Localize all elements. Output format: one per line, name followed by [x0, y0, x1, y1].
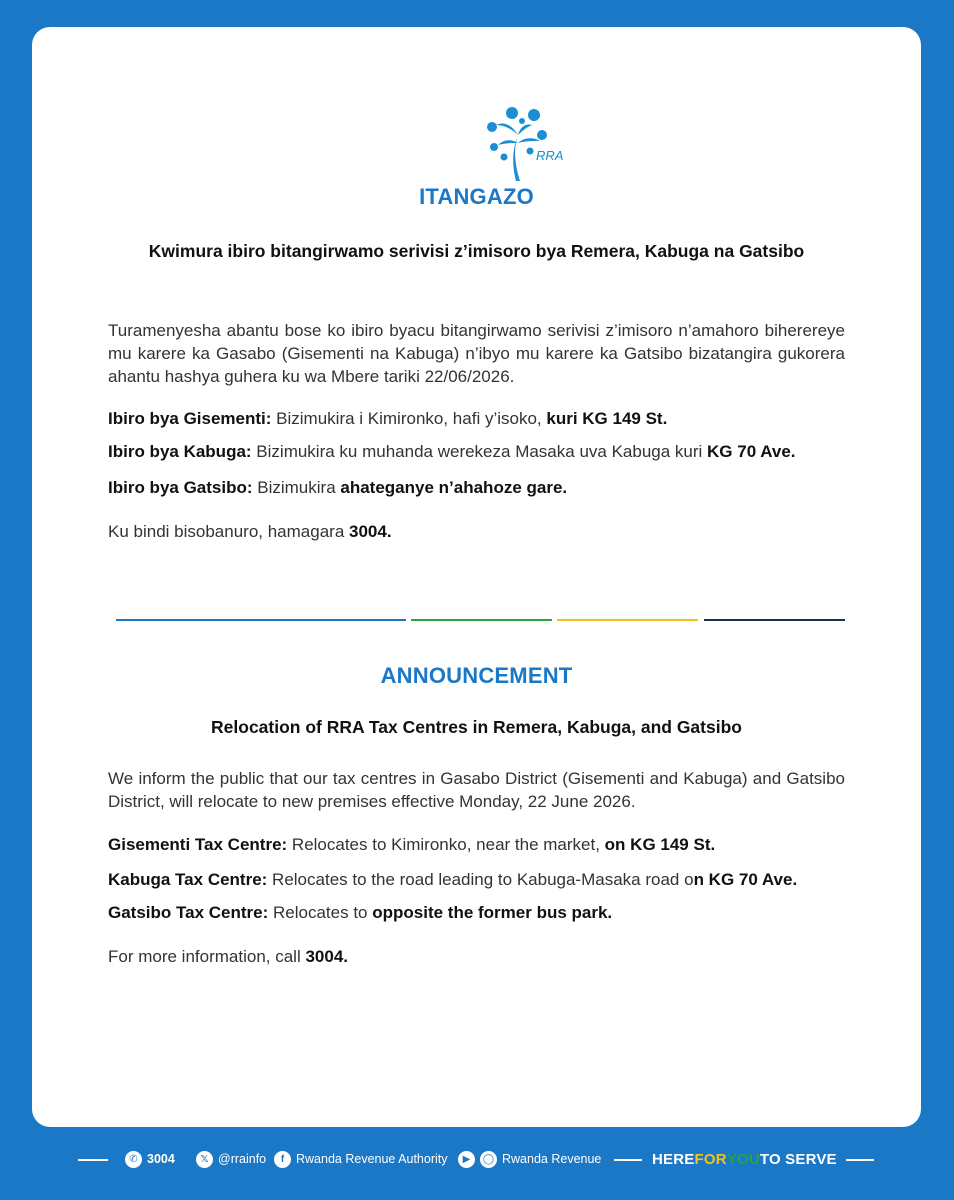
footer-dash-right [846, 1159, 874, 1161]
itangazo-subheading: Kwimura ibiro bitangirwamo serivisi z’imisoro bya Remera, Kabuga na Gatsibo [148, 241, 805, 261]
footer-dash-left [78, 1159, 108, 1161]
divider-blue [116, 619, 406, 621]
divider-navy [704, 619, 845, 621]
footer-dash-mid [614, 1159, 642, 1161]
footer-youtube-instagram[interactable]: ▶ ◯ Rwanda Revenue [458, 1149, 601, 1169]
divider-green [411, 619, 552, 621]
itangazo-item-gisementi: Ibiro bya Gisementi: Bizimukira i Kimironko, hafi y’isoko, kuri KG 149 St. [108, 409, 668, 428]
footer-twitter[interactable]: 𝕏 @rrainfo [196, 1149, 266, 1169]
section-divider [116, 619, 846, 622]
facebook-icon: f [274, 1151, 291, 1168]
svg-text:RRA: RRA [536, 148, 564, 163]
youtube-icon: ▶ [458, 1151, 475, 1168]
announcement-item-gatsibo: Gatsibo Tax Centre: Relocates to opposite the former bus park. [108, 903, 613, 922]
rra-fountain-logo-icon [482, 105, 566, 183]
instagram-icon: ◯ [480, 1151, 497, 1168]
phone-icon: ✆ [125, 1151, 142, 1168]
announcement-card [32, 27, 921, 1127]
announcement-heading: ANNOUNCEMENT [380, 663, 573, 688]
itangazo-item-gatsibo: Ibiro bya Gatsibo: Bizimukira ahateganye n’ahahoze gare. [108, 478, 568, 497]
footer-bar [0, 1127, 954, 1200]
announcement-subheading: Relocation of RRA Tax Centres in Remera, Kabuga, and Gatsibo [211, 717, 742, 737]
footer-facebook[interactable]: f Rwanda Revenue Authority [274, 1149, 447, 1169]
announcement-contact: For more information, call 3004. [108, 947, 348, 966]
footer-phone[interactable]: ✆ 3004 [125, 1149, 175, 1169]
footer-tagline: HERE FOR YOU TO SERVE [652, 1150, 837, 1168]
itangazo-item-kabuga: Ibiro bya Kabuga: Bizimukira ku muhanda werekeza Masaka uva Kabuga kuri KG 70 Ave. [108, 442, 796, 461]
announcement-intro: We inform the public that our tax centres in Gasabo District (Gisementi and Kabuga) and Gatsibo District, will relocate to new premises effective Monday, 22 June 2026. [108, 769, 845, 811]
announcement-item-gisementi: Gisementi Tax Centre: Relocates to Kimironko, near the market, on KG 149 St. [108, 835, 716, 854]
itangazo-intro: Turamenyesha abantu bose ko ibiro byacu bitangirwamo serivisi z’imisoro n’amahoro biherereye mu karere ka Gasabo (Gisementi na Kabuga) n’ibyo mu karere ka Gatsibo bizatangira gukorera ahantu hashya guhera ku wa Mbere tariki 22/06/2026. [108, 321, 845, 386]
divider-yellow [557, 619, 698, 621]
itangazo-heading: ITANGAZO [419, 184, 534, 209]
x-icon: 𝕏 [196, 1151, 213, 1168]
announcement-item-kabuga: Kabuga Tax Centre: Relocates to the road leading to Kabuga-Masaka road on KG 70 Ave. [108, 870, 798, 889]
itangazo-contact: Ku bindi bisobanuro, hamagara 3004. [108, 522, 392, 541]
